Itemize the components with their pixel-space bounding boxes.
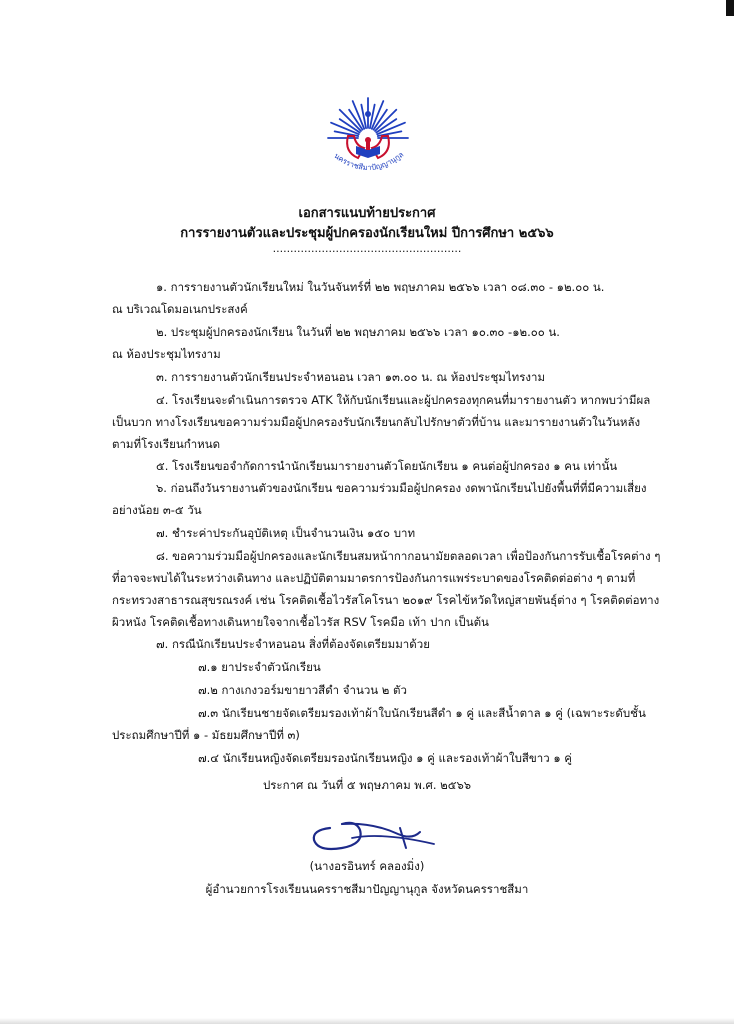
subitem-7-1: ๗.๑ ยาประจำตัวนักเรียน <box>198 660 321 674</box>
signer-name: (นางอรอินทร์ คลองมิ่ง) <box>309 859 425 873</box>
item-7-line-1: ๗. ชำระค่าประกันอุบัติเหตุ เป็นจำนวนเงิน ๑๕๐ บาท <box>156 526 416 540</box>
document-subtitle: การรายงานตัวและประชุมผู้ปกครองนักเรียนใหม่ ปีการศึกษา ๒๕๖๖ <box>180 226 554 241</box>
scan-edge-mark <box>726 0 734 16</box>
item-6-line-2: อย่างน้อย ๓-๕ วัน <box>112 503 202 517</box>
item-2-line-1: ๒. ประชุมผู้ปกครองนักเรียน ในวันที่ ๒๒ พฤษภาคม ๒๕๖๖ เวลา ๑๐.๓๐ -๑๒.๐๐ น. <box>156 325 560 339</box>
item-4-line-3: ตามที่โรงเรียนกำหนด <box>112 437 221 451</box>
item-8-line-1: ๘. ขอความร่วมมือผู้ปกครองและนักเรียนสมหน้ากากอนามัยตลอดเวลา เพื่อป้องกันการรับเชื้อโรคต่าง ๆ <box>156 549 661 563</box>
item-2-line-2: ณ ห้องประชุมไทรงาม <box>112 347 221 361</box>
signer-position: ผู้อำนวยการโรงเรียนนครราชสีมาปัญญานุกูล จังหวัดนครราชสีมา <box>205 882 529 896</box>
item-4-line-2: เป็นบวก ทางโรงเรียนขอความร่วมมือผู้ปกครองรับนักเรียนกลับไปรักษาตัวที่บ้าน และมารายงานตัวในวันหลัง <box>112 415 641 429</box>
svg-text:นครราชสีมาปัญญานุกูล: นครราชสีมาปัญญานุกูล <box>332 149 406 173</box>
signature <box>302 808 437 860</box>
item-5-line-1: ๕. โรงเรียนขอจำกัดการนำนักเรียนมารายงานตัวโดยนักเรียน ๑ คนต่อผู้ปกครอง ๑ คน เท่านั้น <box>156 459 618 473</box>
subitem-7-2: ๗.๒ กางเกงวอร์มขายาวสีดำ จำนวน ๒ ตัว <box>198 683 407 697</box>
item-8-line-4: ผิวหนัง โรคติดเชื้อทางเดินหายใจจากเชื้อไวรัส RSV โรคมือ เท้า ปาก เป็นต้น <box>112 615 489 629</box>
item-4-line-1: ๔. โรงเรียนจะดำเนินการตรวจ ATK ให้กับนักเรียนและผู้ปกครองทุกคนที่มารายงานตัว หากพบว่ามีผล <box>156 393 651 407</box>
item-9-line-1: ๗. กรณีนักเรียนประจำหอนอน สิ่งที่ต้องจัดเตรียมมาด้วย <box>156 637 430 651</box>
item-1-line-2: ณ บริเวณโดมอเนกประสงค์ <box>112 302 248 316</box>
item-8-line-3: กระทรวงสาธารณสุขรณรงค์ เช่น โรคติดเชื้อไวรัสโคโรนา ๒๐๑๙ โรคไข้หวัดใหญ่สายพันธุ์ต่าง ๆ โรคติดต่อทาง <box>112 593 660 607</box>
announcement-date: ประกาศ ณ วันที่ ๕ พฤษภาคม พ.ศ. ๒๕๖๖ <box>262 778 472 792</box>
scan-bottom-edge <box>0 1018 734 1024</box>
document-title: เอกสารแนบท้ายประกาศ <box>298 206 436 221</box>
dotted-separator: ...................................................... <box>272 242 462 255</box>
item-6-line-1: ๖. ก่อนถึงวันรายงานตัวของนักเรียน ขอความร่วมมือผู้ปกครอง งดพานักเรียนไปยังพื้นที่ที่มีความเสี่ยง <box>156 481 647 495</box>
item-8-line-2: ที่อาจจะพบได้ในระหว่างเดินทาง และปฏิบัติตามมาตรการป้องกันการแพร่ระบาดของโรคติดต่อต่าง ๆ ตามที่ <box>112 571 636 585</box>
item-1-line-1: ๑. การรายงานตัวนักเรียนใหม่ ในวันจันทร์ที่ ๒๒ พฤษภาคม ๒๕๖๖ เวลา ๐๘.๓๐ - ๑๒.๐๐ น. <box>156 280 605 294</box>
subitem-7-3-line-1: ๗.๓ นักเรียนชายจัดเตรียมรองเท้าผ้าใบนักเรียนสีดำ ๑ คู่ และสีน้ำตาล ๑ คู่ (เฉพาะระดับชั้น <box>198 706 646 720</box>
subitem-7-4: ๗.๔ นักเรียนหญิงจัดเตรียมรองนักเรียนหญิง ๑ คู่ และรองเท้าผ้าใบสีขาว ๑ คู่ <box>198 751 572 765</box>
subitem-7-3-line-2: ประถมศึกษาปีที่ ๑ - มัธยมศึกษาปีที่ ๓) <box>112 728 300 742</box>
school-logo <box>318 92 418 184</box>
item-3-line-1: ๓. การรายงานตัวนักเรียนประจำหอนอน เวลา ๑๓.๐๐ น. ณ ห้องประชุมไทรงาม <box>156 370 546 384</box>
